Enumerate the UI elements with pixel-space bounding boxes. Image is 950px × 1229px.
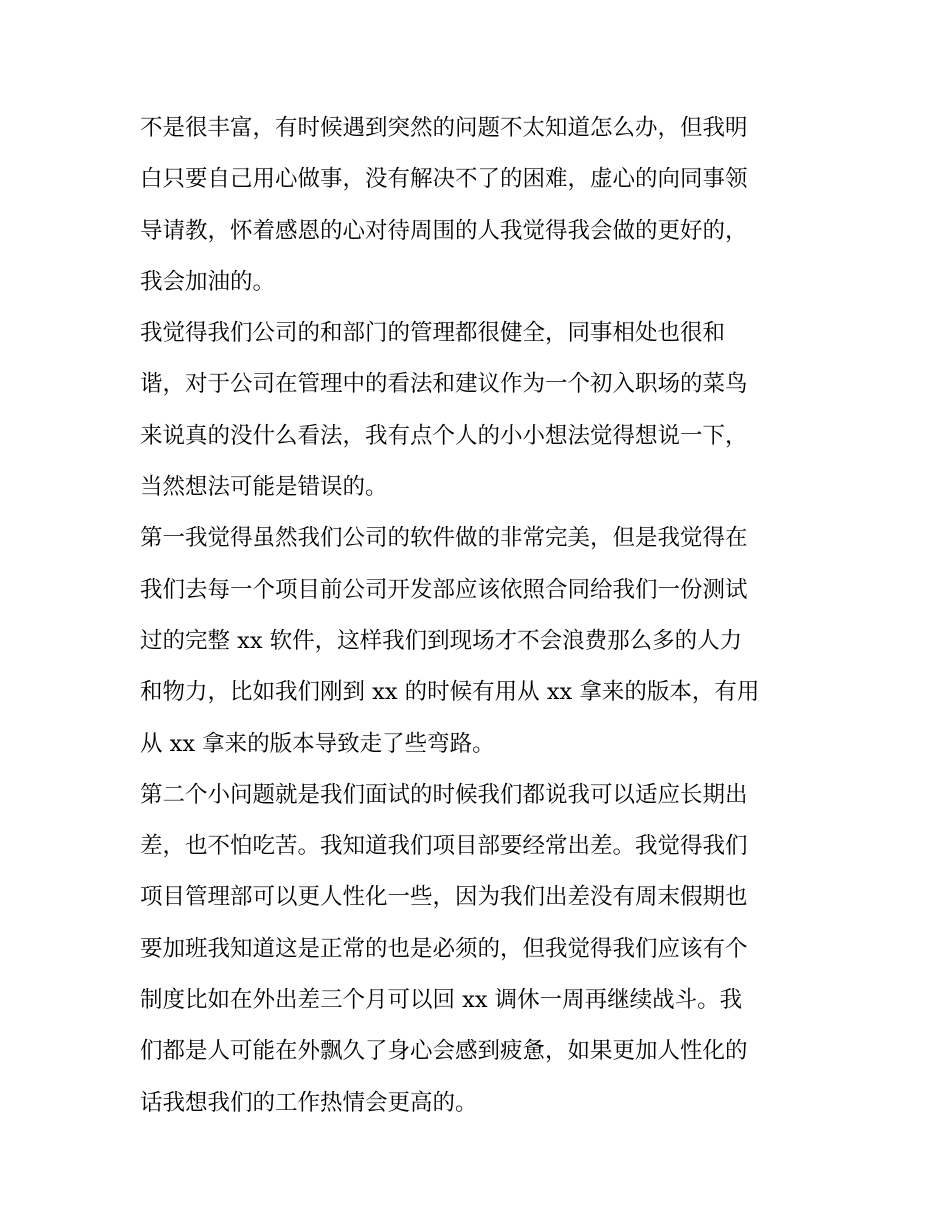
paragraph-1: [140, 103, 815, 308]
text-line: 白只要自己用心做事，没有解决不了的困难，虚心的向同事领: [140, 166, 748, 193]
text-line: 我们去每一个项目前公司开发部应该依照合同给我们一份测试: [140, 576, 748, 603]
text-line: 第一我觉得虽然我们公司的软件做的非常完美，但是我觉得在: [140, 525, 748, 552]
text-line: 不是很丰富，有时候遇到突然的问题不太知道怎么办，但我明: [140, 115, 748, 141]
paragraph-4: [140, 770, 815, 1129]
text-line: 们都是人可能在外飘久了身心会感到疲惫，如果更加人性化的: [140, 1038, 748, 1065]
text-line: 谐，对于公司在管理中的看法和建议作为一个初入职场的菜鸟: [140, 371, 748, 398]
text-line: 差，也不怕吃苦。我知道我们项目部要经常出差。我觉得我们: [140, 833, 748, 860]
text-line: 我觉得我们公司的和部门的管理都很健全，同事相处也很和: [140, 320, 726, 347]
paragraph-3: [140, 513, 815, 769]
text-line: 过的完整 xx 软件，这样我们到现场才不会浪费那么多的人力: [140, 627, 743, 654]
paragraph-2: [140, 308, 815, 513]
text-line: 当然想法可能是错误的。: [140, 474, 388, 501]
text-line: 要加班我知道这是正常的也是必须的，但我觉得我们应该有个: [140, 935, 748, 962]
text-line: 第二个小问题就是我们面试的时候我们都说我可以适应长期出: [140, 781, 748, 808]
text-line: 导请教，怀着感恩的心对待周围的人我觉得我会做的更好的，: [140, 217, 748, 244]
document-body: [140, 103, 815, 1129]
text-line: 制度比如在外出差三个月可以回 xx 调休一周再继续战斗。我: [140, 987, 743, 1014]
text-line: 和物力，比如我们刚到 xx 的时候有用从 xx 拿来的版本，有用: [140, 679, 760, 706]
text-line: 从 xx 拿来的版本导致走了些弯路。: [140, 730, 495, 757]
text-line: 我会加油的。: [140, 268, 276, 295]
text-line: 来说真的没什么看法，我有点个人的小小想法觉得想说一下，: [140, 422, 748, 449]
text-line: 话我想我们的工作热情会更高的。: [140, 1089, 478, 1116]
text-line: 项目管理部可以更人性化一些，因为我们出差没有周末假期也: [140, 884, 748, 911]
